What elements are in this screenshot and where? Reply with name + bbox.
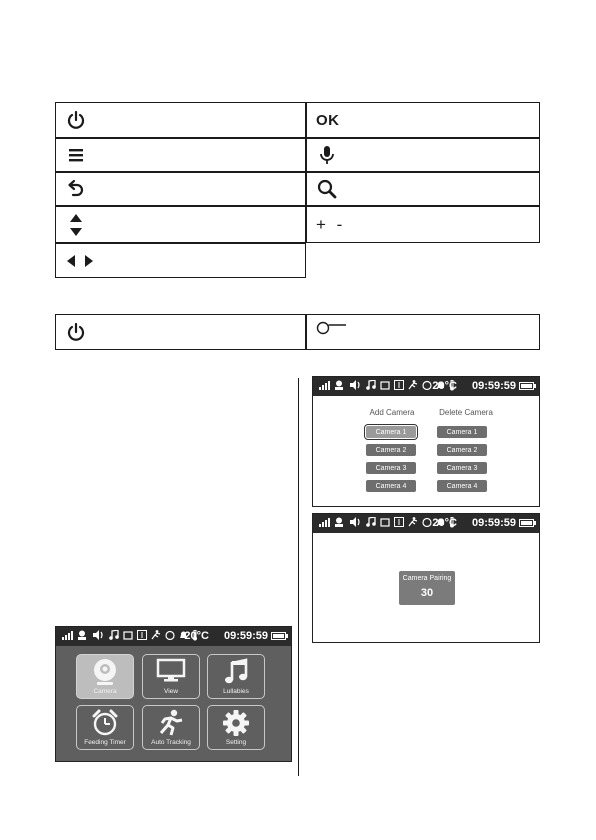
zoom-icon — [394, 380, 404, 393]
time-readout: 09:59:59 — [471, 380, 516, 392]
camera-person-icon — [334, 517, 346, 531]
power-icon — [65, 321, 87, 343]
pairing-key-icon — [316, 321, 348, 335]
menu-tile-label: Auto Tracking — [151, 739, 191, 746]
plus-minus-label: + - — [316, 214, 346, 234]
key-row-power — [55, 102, 306, 138]
tracking-icon — [408, 380, 418, 393]
speaker-icon — [350, 380, 362, 393]
menu-tile-camera[interactable] — [76, 654, 134, 699]
alarm-clock-icon — [91, 709, 119, 739]
monitor-icon — [156, 658, 186, 686]
battery-icon — [519, 382, 534, 390]
signal-icon — [319, 381, 330, 393]
music-note-icon — [223, 658, 249, 688]
key-row-left-right — [55, 243, 306, 278]
menu-tile-label: Setting — [225, 739, 247, 746]
menu-tile-label: Lullabies — [223, 688, 249, 695]
running-person-icon — [157, 709, 185, 739]
add-camera-3-button[interactable]: Camera 3 — [366, 462, 416, 474]
microphone-icon — [316, 144, 338, 166]
speaker-icon — [93, 630, 105, 643]
music-note-icon — [366, 380, 376, 393]
status-bar — [56, 627, 291, 646]
camera-manage-screen — [312, 376, 540, 507]
alarm-clock-icon — [422, 517, 432, 530]
time-readout: 09:59:59 — [223, 630, 268, 642]
gear-icon — [222, 709, 250, 739]
battery-icon — [519, 519, 534, 527]
up-down-arrows-icon — [65, 210, 87, 240]
add-camera-2-button[interactable]: Camera 2 — [366, 444, 416, 456]
menu-tile-view[interactable] — [142, 654, 200, 699]
key-row-plus-minus — [306, 206, 540, 243]
temperature-readout: 20°C — [184, 630, 209, 642]
delete-camera-4-button[interactable]: Camera 4 — [437, 480, 487, 492]
magnifier-icon — [316, 178, 338, 200]
add-camera-header: Add Camera — [369, 408, 415, 417]
tracking-icon — [408, 517, 418, 530]
camera-key-power — [55, 314, 306, 350]
add-camera-4-button[interactable]: Camera 4 — [366, 480, 416, 492]
pairing-countdown: 30 — [420, 587, 434, 599]
feeding-timer-icon — [380, 380, 390, 393]
time-readout: 09:59:59 — [471, 517, 516, 529]
signal-icon — [62, 631, 73, 643]
temperature-readout: 20°C — [432, 380, 457, 392]
pairing-title: Camera Pairing — [402, 575, 452, 582]
alarm-clock-icon — [165, 630, 175, 643]
menu-tile-feeding-timer[interactable] — [76, 705, 134, 750]
pairing-dialog — [399, 571, 455, 605]
back-arrow-icon — [65, 178, 87, 200]
feeding-timer-icon — [123, 630, 133, 643]
alarm-clock-icon — [422, 380, 432, 393]
power-icon — [65, 109, 87, 131]
tracking-icon — [151, 630, 161, 643]
music-note-icon — [109, 630, 119, 643]
zoom-icon — [394, 517, 404, 530]
delete-camera-header: Delete Camera — [439, 408, 493, 417]
feeding-timer-icon — [380, 517, 390, 530]
menu-tile-auto-tracking[interactable] — [142, 705, 200, 750]
delete-camera-2-button[interactable]: Camera 2 — [437, 444, 487, 456]
camera-key-pairing — [306, 314, 540, 350]
music-note-icon — [366, 517, 376, 530]
signal-icon — [319, 518, 330, 530]
camera-person-icon — [334, 380, 346, 394]
column-divider — [298, 378, 299, 776]
key-row-menu — [55, 138, 306, 172]
menu-tile-lullabies[interactable] — [207, 654, 265, 699]
camera-pairing-screen — [312, 513, 540, 643]
key-row-ok — [306, 102, 540, 138]
menu-tile-label: View — [164, 688, 178, 695]
status-bar — [313, 377, 539, 396]
left-right-arrows-icon — [65, 250, 95, 272]
menu-icon — [65, 144, 87, 166]
camera-person-icon — [77, 630, 89, 644]
temperature-readout: 20°C — [432, 517, 457, 529]
add-camera-1-button[interactable]: Camera 1 — [366, 426, 416, 438]
menu-tile-label: Feeding Timer — [84, 739, 126, 746]
key-row-back — [55, 172, 306, 206]
speaker-icon — [350, 517, 362, 530]
status-bar — [313, 514, 539, 533]
webcam-icon — [92, 658, 118, 688]
main-menu-screen — [55, 626, 292, 762]
menu-tile-label: Camera — [93, 688, 117, 695]
key-row-up-down — [55, 206, 306, 243]
key-row-zoom — [306, 172, 540, 206]
delete-camera-3-button[interactable]: Camera 3 — [437, 462, 487, 474]
key-row-microphone — [306, 138, 540, 172]
delete-camera-1-button[interactable]: Camera 1 — [437, 426, 487, 438]
zoom-icon — [137, 630, 147, 643]
battery-icon — [271, 632, 286, 640]
menu-tile-setting[interactable] — [207, 705, 265, 750]
ok-key-label: OK — [316, 111, 340, 129]
